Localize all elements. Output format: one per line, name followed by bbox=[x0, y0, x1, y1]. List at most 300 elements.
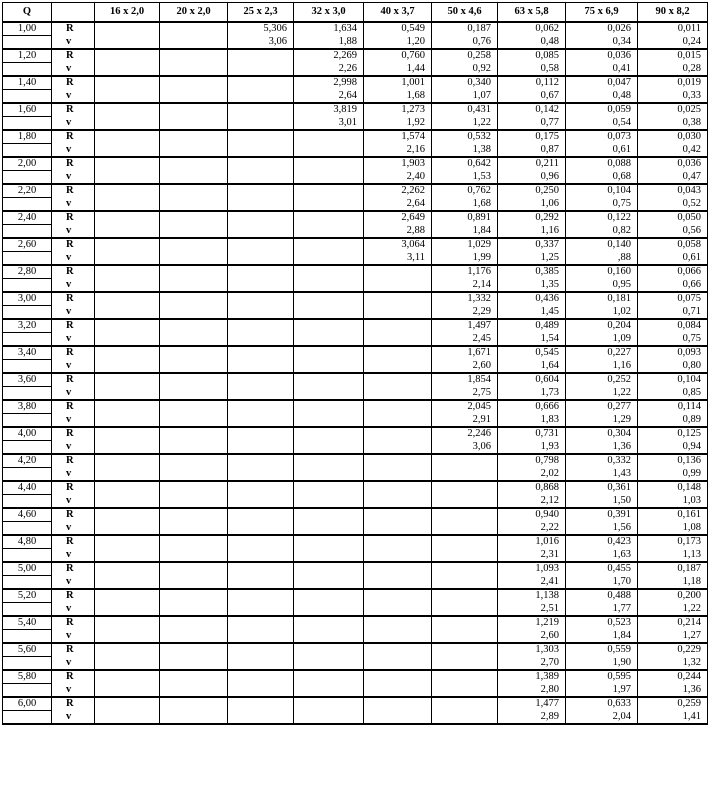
q-cell bbox=[3, 684, 52, 698]
table-row-v bbox=[3, 225, 708, 239]
r-value-cell bbox=[364, 535, 432, 549]
r-value-cell bbox=[294, 616, 364, 630]
q-cell bbox=[3, 630, 52, 644]
r-value-cell bbox=[95, 508, 160, 522]
v-value-cell bbox=[294, 387, 364, 401]
q-cell: 5,60 bbox=[3, 643, 52, 657]
v-value-cell bbox=[160, 36, 228, 50]
v-value-cell bbox=[160, 117, 228, 131]
r-value-cell: 0,036 bbox=[638, 157, 708, 171]
r-value-cell bbox=[432, 562, 498, 576]
v-value-cell bbox=[228, 333, 294, 347]
v-value-cell: 1,25 bbox=[498, 252, 566, 266]
r-value-cell: 0,604 bbox=[498, 373, 566, 387]
v-value-cell: 0,85 bbox=[638, 387, 708, 401]
r-value-cell bbox=[228, 319, 294, 333]
r-value-cell bbox=[364, 562, 432, 576]
row-label: v bbox=[52, 63, 95, 77]
q-cell bbox=[3, 144, 52, 158]
v-value-cell bbox=[160, 711, 228, 725]
row-label: R bbox=[52, 697, 95, 711]
table-row-v bbox=[3, 387, 708, 401]
q-cell: 1,60 bbox=[3, 103, 52, 117]
r-value-cell: 0,050 bbox=[638, 211, 708, 225]
r-value-cell bbox=[294, 265, 364, 279]
r-value-cell: 0,258 bbox=[432, 49, 498, 63]
header-pipe-size: 90 x 8,2 bbox=[638, 3, 708, 23]
r-value-cell bbox=[160, 373, 228, 387]
q-cell: 1,00 bbox=[3, 22, 52, 36]
v-value-cell: 0,24 bbox=[638, 36, 708, 50]
v-value-cell: 2,14 bbox=[432, 279, 498, 293]
r-value-cell: 1,176 bbox=[432, 265, 498, 279]
table-row-v bbox=[3, 63, 708, 77]
table-row-r bbox=[3, 427, 708, 441]
table-row-v bbox=[3, 441, 708, 455]
v-value-cell bbox=[364, 657, 432, 671]
r-value-cell bbox=[160, 670, 228, 684]
r-value-cell bbox=[294, 508, 364, 522]
v-value-cell bbox=[160, 63, 228, 77]
v-value-cell bbox=[294, 279, 364, 293]
v-value-cell: 2,41 bbox=[498, 576, 566, 590]
v-value-cell: 0,28 bbox=[638, 63, 708, 77]
r-value-cell bbox=[294, 454, 364, 468]
q-cell bbox=[3, 495, 52, 509]
q-cell bbox=[3, 117, 52, 131]
v-value-cell bbox=[160, 576, 228, 590]
v-value-cell: 0,71 bbox=[638, 306, 708, 320]
r-value-cell: 0,058 bbox=[638, 238, 708, 252]
v-value-cell: 1,88 bbox=[294, 36, 364, 50]
r-value-cell bbox=[160, 589, 228, 603]
r-value-cell bbox=[95, 319, 160, 333]
v-value-cell bbox=[95, 576, 160, 590]
q-cell: 1,20 bbox=[3, 49, 52, 63]
r-value-cell: 0,059 bbox=[566, 103, 638, 117]
r-value-cell bbox=[432, 616, 498, 630]
r-value-cell bbox=[228, 373, 294, 387]
v-value-cell: 1,84 bbox=[432, 225, 498, 239]
r-value-cell bbox=[95, 481, 160, 495]
r-value-cell: 1,477 bbox=[498, 697, 566, 711]
r-value-cell bbox=[95, 589, 160, 603]
v-value-cell: 0,96 bbox=[498, 171, 566, 185]
r-value-cell bbox=[160, 643, 228, 657]
v-value-cell: 1,43 bbox=[566, 468, 638, 482]
r-value-cell: 0,891 bbox=[432, 211, 498, 225]
q-cell bbox=[3, 171, 52, 185]
r-value-cell bbox=[95, 130, 160, 144]
table-row-v bbox=[3, 522, 708, 536]
r-value-cell bbox=[294, 535, 364, 549]
v-value-cell bbox=[294, 441, 364, 455]
r-value-cell bbox=[228, 400, 294, 414]
v-value-cell: 0,68 bbox=[566, 171, 638, 185]
r-value-cell: 0,015 bbox=[638, 49, 708, 63]
v-value-cell bbox=[294, 684, 364, 698]
r-value-cell bbox=[95, 643, 160, 657]
v-value-cell bbox=[228, 495, 294, 509]
v-value-cell bbox=[160, 387, 228, 401]
r-value-cell: 0,088 bbox=[566, 157, 638, 171]
row-label: R bbox=[52, 508, 95, 522]
r-value-cell: 0,391 bbox=[566, 508, 638, 522]
row-label: R bbox=[52, 616, 95, 630]
r-value-cell bbox=[294, 319, 364, 333]
table-row-v bbox=[3, 171, 708, 185]
v-value-cell: 1,06 bbox=[498, 198, 566, 212]
row-label: R bbox=[52, 22, 95, 36]
r-value-cell bbox=[432, 508, 498, 522]
r-value-cell bbox=[160, 562, 228, 576]
table-row-v bbox=[3, 279, 708, 293]
table-row-r bbox=[3, 670, 708, 684]
table-row-v bbox=[3, 144, 708, 158]
r-value-cell: 0,084 bbox=[638, 319, 708, 333]
r-value-cell: 0,019 bbox=[638, 76, 708, 90]
table-row-v bbox=[3, 90, 708, 104]
r-value-cell: 0,085 bbox=[498, 49, 566, 63]
r-value-cell bbox=[160, 103, 228, 117]
v-value-cell bbox=[294, 333, 364, 347]
v-value-cell bbox=[160, 198, 228, 212]
v-value-cell bbox=[364, 333, 432, 347]
r-value-cell: 0,532 bbox=[432, 130, 498, 144]
table-row-r bbox=[3, 643, 708, 657]
v-value-cell bbox=[95, 198, 160, 212]
v-value-cell bbox=[160, 279, 228, 293]
r-value-cell bbox=[228, 130, 294, 144]
q-cell bbox=[3, 711, 52, 725]
r-value-cell: 0,173 bbox=[638, 535, 708, 549]
row-label: v bbox=[52, 90, 95, 104]
q-cell bbox=[3, 576, 52, 590]
row-label: v bbox=[52, 711, 95, 725]
r-value-cell bbox=[160, 346, 228, 360]
r-value-cell bbox=[95, 184, 160, 198]
v-value-cell bbox=[160, 441, 228, 455]
v-value-cell bbox=[364, 387, 432, 401]
r-value-cell bbox=[364, 454, 432, 468]
row-label: v bbox=[52, 360, 95, 374]
row-label: v bbox=[52, 576, 95, 590]
v-value-cell bbox=[160, 144, 228, 158]
v-value-cell: 0,89 bbox=[638, 414, 708, 428]
v-value-cell: 1,53 bbox=[432, 171, 498, 185]
v-value-cell: 3,01 bbox=[294, 117, 364, 131]
v-value-cell: 0,87 bbox=[498, 144, 566, 158]
v-value-cell: 2,91 bbox=[432, 414, 498, 428]
v-value-cell: 1,45 bbox=[498, 306, 566, 320]
r-value-cell: 0,181 bbox=[566, 292, 638, 306]
v-value-cell: 1,77 bbox=[566, 603, 638, 617]
r-value-cell bbox=[160, 319, 228, 333]
q-cell bbox=[3, 522, 52, 536]
r-value-cell bbox=[294, 697, 364, 711]
r-value-cell: 0,431 bbox=[432, 103, 498, 117]
table-row-v bbox=[3, 576, 708, 590]
q-cell: 1,80 bbox=[3, 130, 52, 144]
v-value-cell: 0,42 bbox=[638, 144, 708, 158]
table-container bbox=[2, 2, 708, 725]
v-value-cell bbox=[364, 279, 432, 293]
r-value-cell: 0,488 bbox=[566, 589, 638, 603]
header-label bbox=[52, 3, 95, 23]
r-value-cell: 0,361 bbox=[566, 481, 638, 495]
v-value-cell: 1,54 bbox=[498, 333, 566, 347]
v-value-cell: 0,54 bbox=[566, 117, 638, 131]
v-value-cell bbox=[228, 90, 294, 104]
r-value-cell bbox=[364, 319, 432, 333]
table-row-r bbox=[3, 589, 708, 603]
v-value-cell bbox=[364, 468, 432, 482]
q-cell bbox=[3, 657, 52, 671]
r-value-cell bbox=[432, 481, 498, 495]
r-value-cell: 2,998 bbox=[294, 76, 364, 90]
v-value-cell: 1,99 bbox=[432, 252, 498, 266]
r-value-cell bbox=[294, 238, 364, 252]
r-value-cell: 0,030 bbox=[638, 130, 708, 144]
v-value-cell: 1,07 bbox=[432, 90, 498, 104]
r-value-cell: 1,854 bbox=[432, 373, 498, 387]
table-row-r bbox=[3, 103, 708, 117]
r-value-cell: 0,868 bbox=[498, 481, 566, 495]
r-value-cell: 1,389 bbox=[498, 670, 566, 684]
v-value-cell: 1,63 bbox=[566, 549, 638, 563]
r-value-cell bbox=[160, 481, 228, 495]
table-row-v bbox=[3, 117, 708, 131]
r-value-cell: 1,001 bbox=[364, 76, 432, 90]
table-row-r bbox=[3, 238, 708, 252]
r-value-cell bbox=[228, 454, 294, 468]
r-value-cell bbox=[95, 535, 160, 549]
v-value-cell: 1,22 bbox=[432, 117, 498, 131]
r-value-cell bbox=[228, 103, 294, 117]
r-value-cell bbox=[432, 589, 498, 603]
row-label: R bbox=[52, 643, 95, 657]
table-row-r bbox=[3, 373, 708, 387]
r-value-cell bbox=[95, 562, 160, 576]
v-value-cell bbox=[160, 360, 228, 374]
v-value-cell: 1,73 bbox=[498, 387, 566, 401]
row-label: R bbox=[52, 481, 95, 495]
v-value-cell: 1,20 bbox=[364, 36, 432, 50]
q-cell bbox=[3, 279, 52, 293]
v-value-cell bbox=[228, 711, 294, 725]
v-value-cell bbox=[294, 630, 364, 644]
r-value-cell bbox=[364, 292, 432, 306]
r-value-cell bbox=[228, 292, 294, 306]
table-row-r bbox=[3, 400, 708, 414]
v-value-cell bbox=[160, 171, 228, 185]
r-value-cell bbox=[228, 481, 294, 495]
v-value-cell bbox=[364, 630, 432, 644]
v-value-cell: 1,90 bbox=[566, 657, 638, 671]
r-value-cell bbox=[95, 670, 160, 684]
v-value-cell bbox=[160, 468, 228, 482]
q-cell bbox=[3, 198, 52, 212]
r-value-cell: 0,073 bbox=[566, 130, 638, 144]
v-value-cell: 1,08 bbox=[638, 522, 708, 536]
header-pipe-size: 25 x 2,3 bbox=[228, 3, 294, 23]
v-value-cell: 1,83 bbox=[498, 414, 566, 428]
r-value-cell: 0,187 bbox=[638, 562, 708, 576]
v-value-cell: 0,95 bbox=[566, 279, 638, 293]
r-value-cell bbox=[364, 373, 432, 387]
table-row-r bbox=[3, 481, 708, 495]
table-row-r bbox=[3, 184, 708, 198]
row-label: R bbox=[52, 373, 95, 387]
r-value-cell: 0,075 bbox=[638, 292, 708, 306]
row-label: v bbox=[52, 333, 95, 347]
v-value-cell: 2,60 bbox=[432, 360, 498, 374]
v-value-cell: 0,33 bbox=[638, 90, 708, 104]
v-value-cell bbox=[228, 198, 294, 212]
header-pipe-size: 63 x 5,8 bbox=[498, 3, 566, 23]
r-value-cell bbox=[160, 265, 228, 279]
r-value-cell bbox=[228, 346, 294, 360]
v-value-cell bbox=[228, 171, 294, 185]
r-value-cell bbox=[364, 400, 432, 414]
r-value-cell: 0,025 bbox=[638, 103, 708, 117]
r-value-cell bbox=[228, 184, 294, 198]
r-value-cell bbox=[160, 130, 228, 144]
table-row-v bbox=[3, 333, 708, 347]
table-row-r bbox=[3, 157, 708, 171]
row-label: v bbox=[52, 468, 95, 482]
r-value-cell bbox=[364, 481, 432, 495]
r-value-cell bbox=[364, 265, 432, 279]
v-value-cell: 2,75 bbox=[432, 387, 498, 401]
q-cell bbox=[3, 225, 52, 239]
r-value-cell bbox=[364, 643, 432, 657]
table-row-r bbox=[3, 616, 708, 630]
r-value-cell: 0,104 bbox=[566, 184, 638, 198]
header-pipe-size: 75 x 6,9 bbox=[566, 3, 638, 23]
row-label: v bbox=[52, 630, 95, 644]
q-cell: 3,40 bbox=[3, 346, 52, 360]
v-value-cell bbox=[228, 279, 294, 293]
row-label: v bbox=[52, 252, 95, 266]
table-row-v bbox=[3, 36, 708, 50]
r-value-cell: 0,304 bbox=[566, 427, 638, 441]
v-value-cell: 0,75 bbox=[566, 198, 638, 212]
q-cell bbox=[3, 603, 52, 617]
q-cell bbox=[3, 306, 52, 320]
r-value-cell bbox=[95, 49, 160, 63]
r-value-cell: 0,940 bbox=[498, 508, 566, 522]
r-value-cell: 0,731 bbox=[498, 427, 566, 441]
r-value-cell bbox=[95, 22, 160, 36]
q-cell: 5,20 bbox=[3, 589, 52, 603]
r-value-cell bbox=[294, 130, 364, 144]
r-value-cell: 0,762 bbox=[432, 184, 498, 198]
v-value-cell bbox=[95, 63, 160, 77]
v-value-cell: 2,89 bbox=[498, 711, 566, 725]
v-value-cell bbox=[364, 576, 432, 590]
r-value-cell: 1,497 bbox=[432, 319, 498, 333]
v-value-cell bbox=[228, 360, 294, 374]
r-value-cell: 2,649 bbox=[364, 211, 432, 225]
r-value-cell: 1,332 bbox=[432, 292, 498, 306]
v-value-cell: 2,60 bbox=[498, 630, 566, 644]
v-value-cell: 1,32 bbox=[638, 657, 708, 671]
v-value-cell: 1,22 bbox=[566, 387, 638, 401]
r-value-cell bbox=[228, 49, 294, 63]
table-row-r bbox=[3, 292, 708, 306]
v-value-cell bbox=[95, 252, 160, 266]
v-value-cell bbox=[294, 711, 364, 725]
r-value-cell bbox=[294, 157, 364, 171]
r-value-cell: 0,277 bbox=[566, 400, 638, 414]
v-value-cell bbox=[95, 657, 160, 671]
v-value-cell: 1,18 bbox=[638, 576, 708, 590]
row-label: R bbox=[52, 427, 95, 441]
r-value-cell: 0,252 bbox=[566, 373, 638, 387]
q-cell: 2,60 bbox=[3, 238, 52, 252]
header-pipe-size: 16 x 2,0 bbox=[95, 3, 160, 23]
r-value-cell: 0,436 bbox=[498, 292, 566, 306]
row-label: R bbox=[52, 562, 95, 576]
table-row-r bbox=[3, 211, 708, 225]
row-label: v bbox=[52, 441, 95, 455]
v-value-cell bbox=[160, 90, 228, 104]
r-value-cell bbox=[95, 616, 160, 630]
v-value-cell: 2,16 bbox=[364, 144, 432, 158]
row-label: v bbox=[52, 522, 95, 536]
r-value-cell bbox=[364, 508, 432, 522]
v-value-cell bbox=[364, 306, 432, 320]
r-value-cell: 0,642 bbox=[432, 157, 498, 171]
row-label: R bbox=[52, 130, 95, 144]
r-value-cell bbox=[160, 535, 228, 549]
v-value-cell bbox=[228, 441, 294, 455]
r-value-cell: 0,043 bbox=[638, 184, 708, 198]
v-value-cell: 1,41 bbox=[638, 711, 708, 725]
table-row-v bbox=[3, 252, 708, 266]
v-value-cell bbox=[95, 333, 160, 347]
v-value-cell bbox=[364, 360, 432, 374]
r-value-cell: 1,093 bbox=[498, 562, 566, 576]
row-label: v bbox=[52, 306, 95, 320]
r-value-cell: 0,036 bbox=[566, 49, 638, 63]
r-value-cell bbox=[95, 400, 160, 414]
v-value-cell bbox=[364, 684, 432, 698]
r-value-cell bbox=[294, 562, 364, 576]
r-value-cell: 0,204 bbox=[566, 319, 638, 333]
table-row-v bbox=[3, 306, 708, 320]
r-value-cell: 0,062 bbox=[498, 22, 566, 36]
r-value-cell bbox=[294, 589, 364, 603]
v-value-cell bbox=[432, 684, 498, 698]
v-value-cell: 1,02 bbox=[566, 306, 638, 320]
v-value-cell bbox=[228, 603, 294, 617]
r-value-cell bbox=[294, 346, 364, 360]
v-value-cell bbox=[432, 603, 498, 617]
v-value-cell bbox=[364, 711, 432, 725]
v-value-cell: 0,75 bbox=[638, 333, 708, 347]
r-value-cell: 0,160 bbox=[566, 265, 638, 279]
v-value-cell: 0,38 bbox=[638, 117, 708, 131]
v-value-cell: 0,56 bbox=[638, 225, 708, 239]
r-value-cell: 1,138 bbox=[498, 589, 566, 603]
q-cell: 4,40 bbox=[3, 481, 52, 495]
table-body bbox=[3, 22, 708, 724]
r-value-cell: 0,423 bbox=[566, 535, 638, 549]
row-label: R bbox=[52, 238, 95, 252]
header-pipe-size: 32 x 3,0 bbox=[294, 3, 364, 23]
